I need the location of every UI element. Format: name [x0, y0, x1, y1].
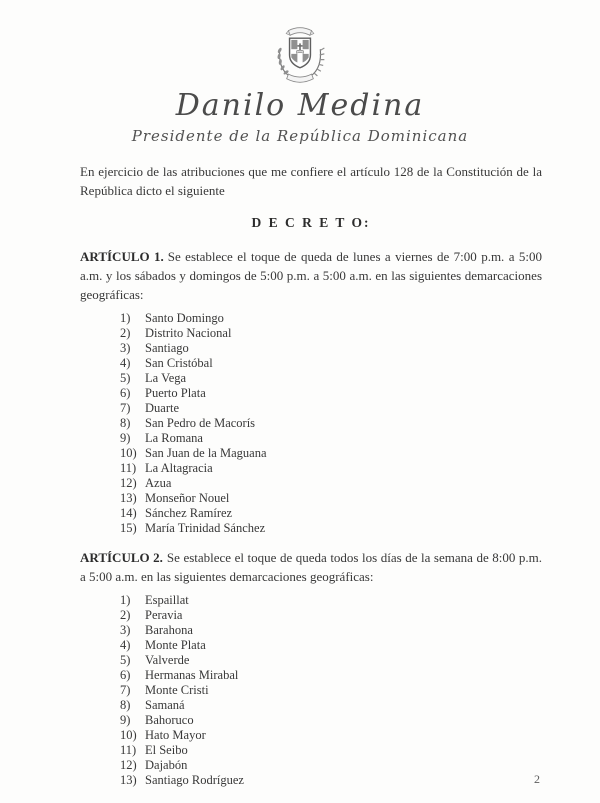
province-name: Dajabón	[145, 758, 188, 772]
province-list-item	[120, 743, 542, 758]
list-item-number: 5)	[120, 371, 131, 385]
article-1-label: ARTÍCULO 1.	[80, 249, 164, 264]
province-name: Valverde	[145, 653, 190, 667]
province-name: Santo Domingo	[145, 311, 224, 325]
dominican-coat-of-arms-icon	[271, 22, 329, 88]
province-list-item	[120, 608, 542, 623]
province-list-item	[120, 638, 542, 653]
list-item-number: 7)	[120, 683, 131, 697]
province-name: Duarte	[145, 401, 180, 415]
province-name: Santiago	[145, 341, 189, 355]
province-list-item	[120, 401, 542, 416]
list-item-number: 7)	[120, 401, 131, 415]
province-list-item	[120, 311, 542, 326]
province-list-item	[120, 491, 542, 506]
article-1-province-list	[120, 311, 542, 536]
province-name: Santiago Rodríguez	[145, 773, 244, 787]
province-name: Barahona	[145, 623, 193, 637]
province-name: La Vega	[145, 371, 187, 385]
list-item-number: 12)	[120, 758, 137, 772]
province-list-item	[120, 461, 542, 476]
province-name: San Pedro de Macorís	[145, 416, 256, 430]
list-item-number: 5)	[120, 653, 131, 667]
article-2-text: Se establece el toque de queda todos los días de la semana de 8:00 p.m. a 5:00 a.m. en las siguientes demarcaciones geográficas:	[80, 550, 543, 584]
province-name: Sánchez Ramírez	[145, 506, 233, 520]
province-name: Monseñor Nouel	[145, 491, 230, 505]
province-name: Azua	[145, 476, 172, 490]
province-list-item	[120, 773, 542, 788]
province-name: El Seibo	[145, 743, 188, 757]
president-title: Presidente de la República Dominicana	[131, 127, 469, 145]
province-list-item	[120, 506, 542, 521]
article-1-text: Se establece el toque de queda de lunes a viernes de 7:00 p.m. a 5:00 a.m. y los sábados y domingos de 5:00 p.m. a 5:00 a.m. en las siguientes demarcaciones geográficas:	[80, 249, 542, 302]
list-item-number: 8)	[120, 416, 131, 430]
province-name: Bahoruco	[145, 713, 194, 727]
list-item-number: 4)	[120, 638, 131, 652]
list-item-number: 1)	[120, 593, 131, 607]
province-list-item	[120, 341, 542, 356]
province-name: San Juan de la Maguana	[145, 446, 267, 460]
intro-paragraph: En ejercicio de las atribuciones que me confiere el artículo 128 de la Constitución de la República dicto el siguiente	[80, 164, 542, 198]
president-name: Danilo Medina	[175, 88, 425, 123]
list-item-number: 6)	[120, 668, 131, 682]
list-item-number: 1)	[120, 311, 131, 325]
list-item-number: 3)	[120, 341, 131, 355]
list-item-number: 15)	[120, 521, 137, 535]
province-list-item	[120, 668, 542, 683]
province-list-item	[120, 758, 542, 773]
province-list-item	[120, 386, 542, 401]
province-name: María Trinidad Sánchez	[145, 521, 266, 535]
decree-body	[80, 162, 542, 788]
province-name: Distrito Nacional	[145, 326, 232, 340]
list-item-number: 4)	[120, 356, 131, 370]
province-list-item	[120, 416, 542, 431]
province-list-item	[120, 476, 542, 491]
province-name: Monte Plata	[145, 638, 206, 652]
province-list-item	[120, 371, 542, 386]
list-item-number: 10)	[120, 446, 137, 460]
article-2-paragraph	[80, 548, 542, 586]
province-list-item	[120, 683, 542, 698]
province-name: Puerto Plata	[145, 386, 206, 400]
list-item-number: 10)	[120, 728, 137, 742]
article-2-province-list	[120, 593, 542, 788]
province-name: Hato Mayor	[145, 728, 206, 742]
decree-heading: D E C R E T O:	[251, 215, 371, 230]
list-item-number: 9)	[120, 431, 131, 445]
list-item-number: 9)	[120, 713, 131, 727]
province-list-item	[120, 446, 542, 461]
province-list-item	[120, 326, 542, 341]
list-item-number: 12)	[120, 476, 137, 490]
province-name: San Cristóbal	[145, 356, 213, 370]
province-name: La Altagracia	[145, 461, 213, 475]
letterhead	[0, 0, 600, 146]
province-list-item	[120, 653, 542, 668]
list-item-number: 3)	[120, 623, 131, 637]
province-list-item	[120, 623, 542, 638]
list-item-number: 2)	[120, 608, 131, 622]
province-name: Monte Cristi	[145, 683, 209, 697]
province-list-item	[120, 356, 542, 371]
list-item-number: 14)	[120, 506, 137, 520]
list-item-number: 13)	[120, 773, 137, 787]
page-number: 2	[534, 772, 540, 786]
list-item-number: 11)	[120, 743, 137, 757]
list-item-number: 11)	[120, 461, 137, 475]
province-name: Samaná	[145, 698, 185, 712]
province-name: Espaillat	[145, 593, 189, 607]
article-1-paragraph	[80, 247, 542, 304]
province-list-item	[120, 431, 542, 446]
province-list-item	[120, 698, 542, 713]
province-list-item	[120, 728, 542, 743]
province-name: Hermanas Mirabal	[145, 668, 239, 682]
province-list-item	[120, 521, 542, 536]
province-name: Peravia	[145, 608, 183, 622]
province-list-item	[120, 593, 542, 608]
province-name: La Romana	[145, 431, 203, 445]
article-2-label: ARTÍCULO 2.	[80, 550, 163, 565]
province-list-item	[120, 713, 542, 728]
list-item-number: 6)	[120, 386, 131, 400]
list-item-number: 8)	[120, 698, 131, 712]
list-item-number: 2)	[120, 326, 131, 340]
list-item-number: 13)	[120, 491, 137, 505]
